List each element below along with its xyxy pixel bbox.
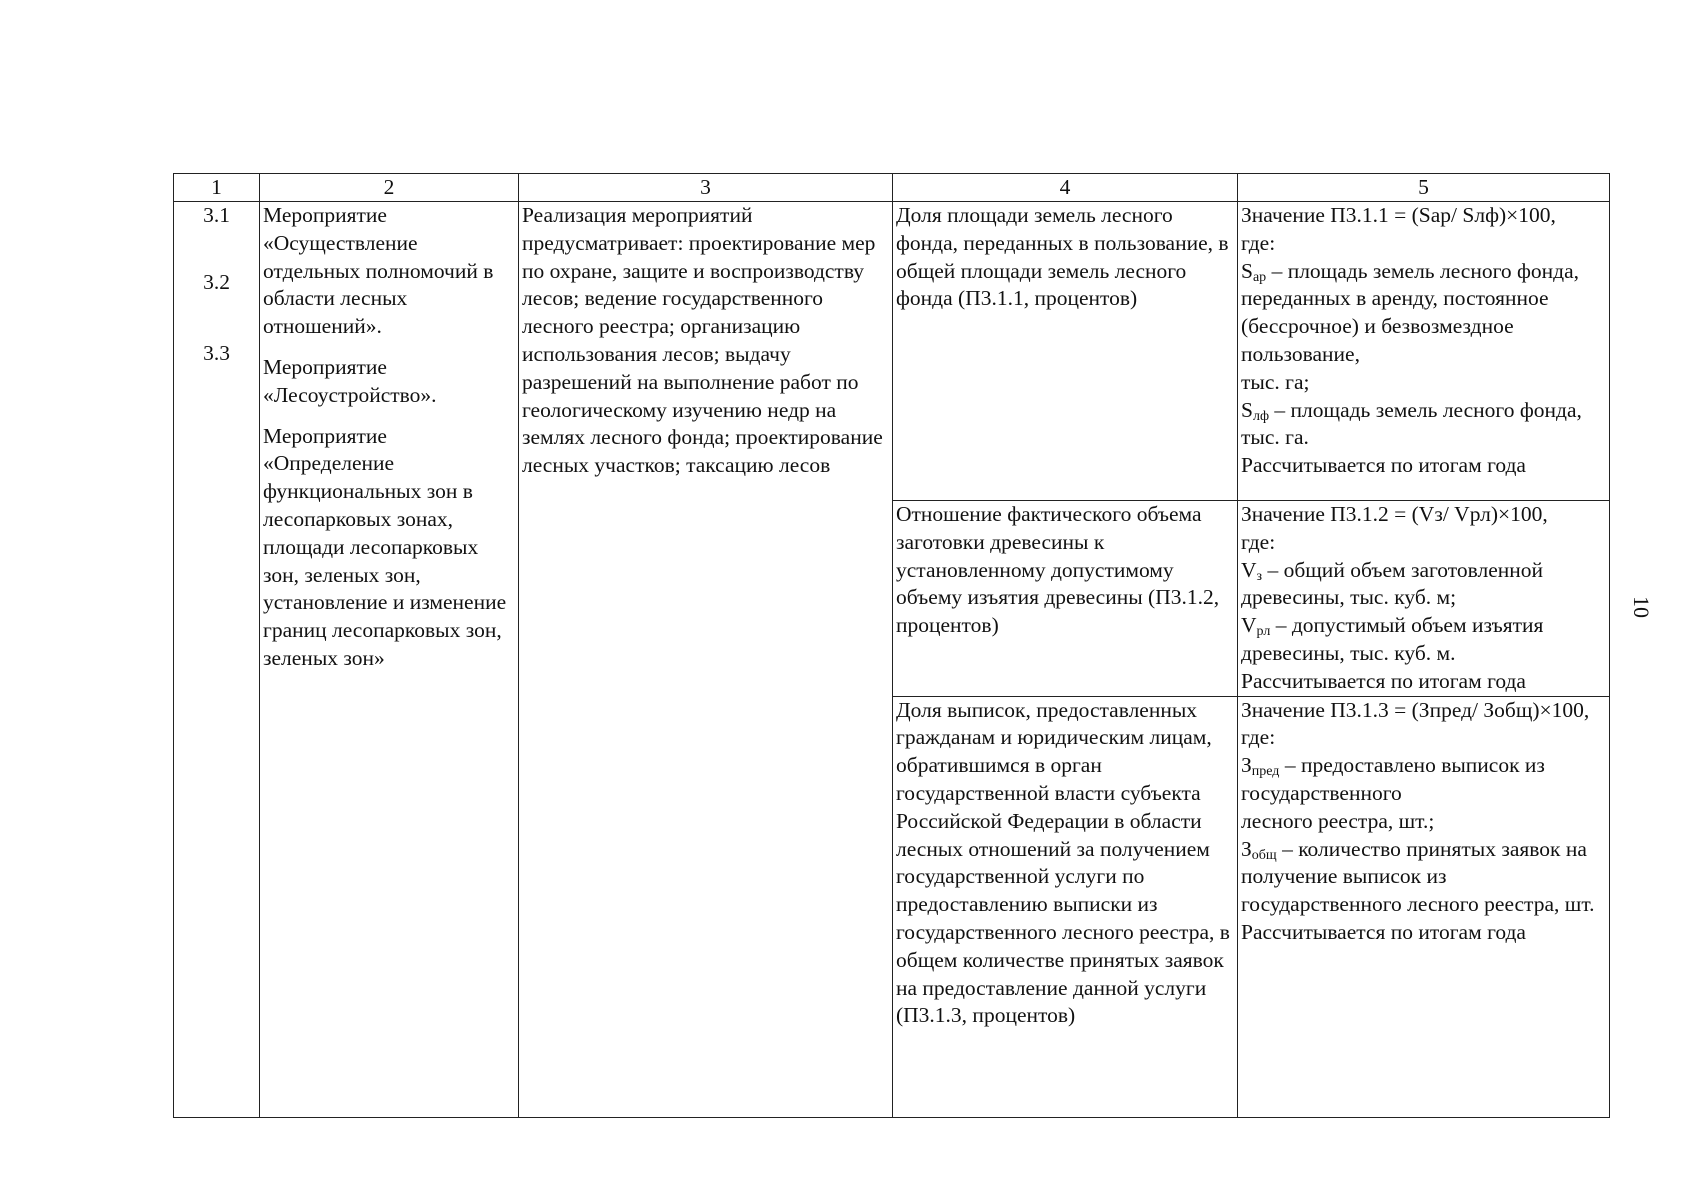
page-number: 10: [1629, 596, 1654, 618]
formula-term: $S_{лф}$ – площадь земель лесного фонда, тыс. га.: [1241, 397, 1582, 450]
formula-head: Значение П3.1.2 = (Vз/ Vрл)×100,: [1241, 502, 1548, 526]
header-cell-2: 2: [260, 174, 519, 202]
event-text: Мероприятие «Лесоустройство».: [263, 354, 437, 407]
indicator-formula: [1238, 202, 1610, 501]
formula-term: $З_{общ}$ – количество принятых заявок на получение выписок из государственного лесного реестра, шт.: [1241, 836, 1595, 917]
header-cell-1: 1: [174, 174, 260, 202]
formula-head: Значение П3.1.1 = (Sар/ Sлф)×100,: [1241, 203, 1556, 227]
formula-term: $V_з$ – общий объем заготовленной древесины, тыс. куб. м;: [1241, 557, 1544, 610]
item-number: 3.2: [203, 270, 230, 294]
formula-term: $S_{ар}$ – площадь земель лесного фонда, переданных в аренду, постоянное (бессрочное) и безвозмездное пользование,: [1241, 258, 1580, 366]
header-cell-3: 3: [519, 174, 893, 202]
description-cell: Реализация мероприятий предусматривает: проектирование мер по охране, защите и воспроизводству лесов; ведение государственного лесного реестра; организацию использования лесов; выдачу разрешений на выполнение работ по геологическому изучению недр на землях лесного фонда; проектирование лесных участков; таксацию лесов: [519, 202, 893, 1118]
header-cell-4: 4: [893, 174, 1238, 202]
number-cell: [174, 202, 260, 1118]
event-text: Мероприятие «Определение функциональных зон в лесопарковых зонах, площади лесопарковых зон, зеленых зон, установление и изменение границ лесопарковых зон, зеленых зон»: [263, 423, 507, 670]
formula-where: где:: [1241, 230, 1276, 255]
events-cell: [260, 202, 519, 1118]
formula-note: Рассчитывается по итогам года: [1241, 919, 1526, 944]
formula-term: $V_{рл}$ – допустимый объем изъятия древесины, тыс. куб. м.: [1241, 613, 1544, 665]
formula-term: $З_{пред}$ – предоставлено выписок из государственного: [1241, 753, 1545, 805]
formula-note: Рассчитывается по итогам года: [1241, 668, 1526, 693]
indicator-formula: [1238, 696, 1610, 1117]
table-row: [174, 202, 1610, 501]
formula-where: где:: [1241, 529, 1276, 554]
formula-term: тыс. га;: [1241, 369, 1310, 394]
event-text: Мероприятие «Осуществление отдельных полномочий в области лесных отношений».: [263, 203, 494, 339]
formula-where: где:: [1241, 725, 1276, 750]
formula-note: Рассчитывается по итогам года: [1241, 453, 1526, 478]
indicator-name: Доля выписок, предоставленных гражданам и юридическим лицам, обратившимся в орган государственной власти субъекта Российской Федерации в области лесных отношений за получением государственной услуги по предоставлению выписки из государственного лесного реестра, в общем количестве принятых заявок на предоставление данной услуги (П3.1.3, процентов): [893, 696, 1238, 1117]
item-number: 3.3: [203, 341, 230, 365]
indicator-formula: [1238, 501, 1610, 697]
item-number: 3.1: [203, 203, 230, 227]
formula-term: лесного реестра, шт.;: [1241, 808, 1435, 833]
indicator-name: Доля площади земель лесного фонда, переданных в пользование, в общей площади земель лесного фонда (П3.1.1, процентов): [893, 202, 1238, 501]
formula-head: Значение П3.1.3 = (Зпред/ Зобщ)×100,: [1241, 697, 1590, 722]
header-row: [174, 174, 1610, 202]
indicator-name: Отношение фактического объема заготовки древесины к установленному допустимому объему изъятия древесины (П3.1.2, процентов): [893, 501, 1238, 697]
header-cell-5: 5: [1238, 174, 1610, 202]
measures-table: [173, 173, 1610, 1118]
